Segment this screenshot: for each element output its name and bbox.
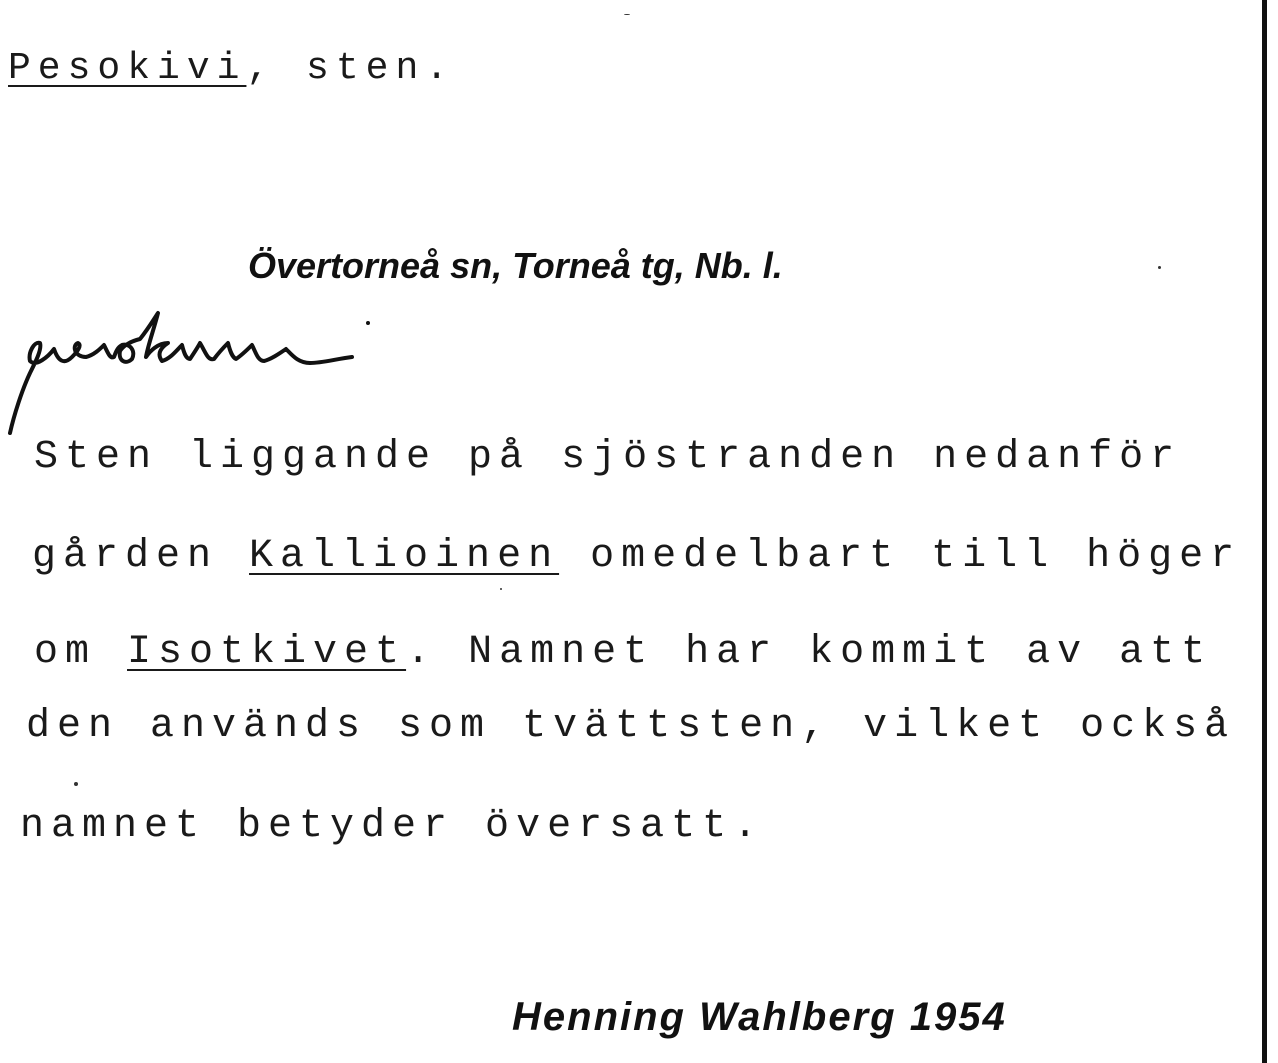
card-edge-line <box>1262 0 1267 1063</box>
headword: Pesokivi <box>8 47 247 90</box>
place-name-isotkivet: Isotkivet <box>127 630 407 675</box>
location-line: Övertorneå sn, Torneå tg, Nb. l. <box>248 245 783 286</box>
paper-speck <box>1158 266 1161 269</box>
place-name-kallioinen: Kallioinen <box>249 534 560 579</box>
body-line-3 <box>34 630 1213 675</box>
paper-speck <box>74 782 78 786</box>
body-line-3-start: om <box>34 630 128 675</box>
body-line-5: namnet betyder översatt. <box>20 804 765 849</box>
handwritten-form <box>0 305 380 440</box>
body-line-4: den används som tvättsten, vilket också <box>26 704 1236 749</box>
paper-speck <box>624 14 630 15</box>
headword-line <box>8 47 456 90</box>
signature: Henning Wahlberg 1954 <box>512 995 1007 1039</box>
body-line-2-start: gården <box>32 534 250 579</box>
body-line-3-end: . Namnet har kommit av att <box>406 630 1213 675</box>
paper-speck <box>500 588 502 590</box>
body-line-1: Sten liggande på sjöstranden nedanför <box>34 435 1182 480</box>
body-line-2 <box>32 534 1242 579</box>
headword-suffix: , sten. <box>246 47 456 90</box>
body-line-2-end: omedelbart till höger <box>559 534 1242 579</box>
